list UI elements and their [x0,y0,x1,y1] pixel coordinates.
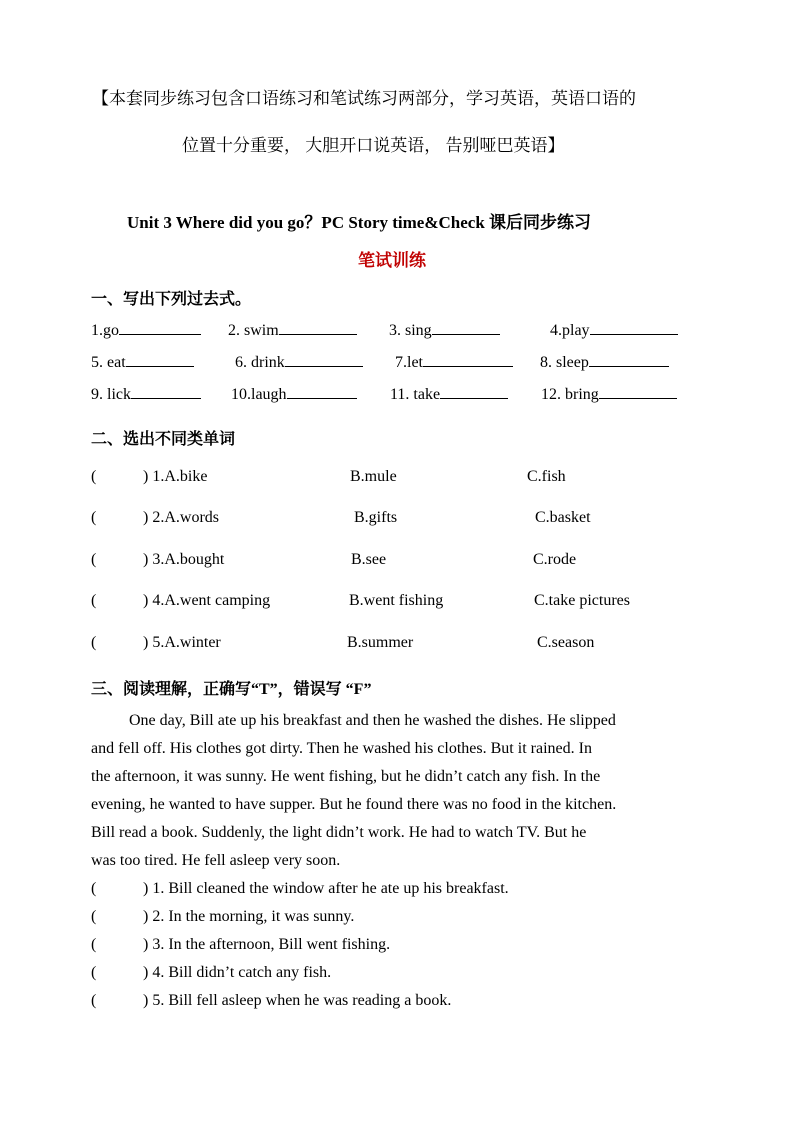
passage-line: evening, he wanted to have supper. But he found there was no food in the kitchen. [91,796,617,813]
intro-line-1: 【本套同步练习包含口语练习和笔试练习两部分，学习英语，英语口语的 [92,89,636,108]
tf-paren[interactable]: ( [91,880,97,897]
question-paren[interactable]: ( [91,551,97,568]
question-option-a: ) 5.A.winter [143,634,221,651]
past-tense-word: 2. swim [228,322,279,339]
question-paren[interactable]: ( [91,509,97,526]
worksheet-title: Unit 3 Where did you go？PC Story time&Check 课后同步练习 [127,213,592,232]
answer-blank[interactable] [126,352,194,367]
passage-line: was too tired. He fell asleep very soon. [91,852,341,869]
tf-paren[interactable]: ( [91,992,97,1009]
question-paren[interactable]: ( [91,634,97,651]
past-tense-item [231,384,357,404]
answer-blank[interactable] [279,320,357,335]
past-tense-word: 11. take [390,386,441,403]
past-tense-item [91,352,194,372]
question-option-a: ) 4.A.went camping [143,592,271,609]
section-2-heading: 二、选出不同类单词 [91,431,236,448]
past-tense-word: 5. eat [91,354,126,371]
question-option-c: C.basket [535,509,591,526]
passage-line: One day, Bill ate up his breakfast and then he washed the dishes. He slipped [129,712,616,729]
past-tense-word: 3. sing [389,322,432,339]
tf-statement: ) 2. In the morning, it was sunny. [143,908,355,925]
question-paren[interactable]: ( [91,592,97,609]
past-tense-word: 8. sleep [540,354,589,371]
past-tense-word: 9. lick [91,386,131,403]
answer-blank[interactable] [119,320,201,335]
passage-line: the afternoon, it was sunny. He went fishing, but he didn’t catch any fish. In the [91,768,601,785]
past-tense-item [389,320,500,340]
past-tense-word: 6. drink [235,354,285,371]
answer-blank[interactable] [287,384,357,399]
past-tense-item [395,352,513,372]
question-option-c: C.fish [527,468,566,485]
past-tense-item [550,320,678,340]
section-3-heading: 三、阅读理解，正确写“T”，错误写 “F” [91,681,372,698]
tf-paren[interactable]: ( [91,908,97,925]
question-option-c: C.rode [533,551,577,568]
question-option-b: B.went fishing [349,592,444,609]
answer-blank[interactable] [599,384,677,399]
past-tense-item [235,352,363,372]
answer-blank[interactable] [285,352,363,367]
worksheet-subtitle: 笔试训练 [358,251,426,270]
question-option-b: B.mule [350,468,397,485]
past-tense-word: 10.laugh [231,386,287,403]
past-tense-word: 4.play [550,322,590,339]
past-tense-word: 1.go [91,322,119,339]
question-paren[interactable]: ( [91,468,97,485]
question-option-a: ) 1.A.bike [143,468,208,485]
question-option-c: C.take pictures [534,592,630,609]
section-1-heading: 一、写出下列过去式。 [91,291,252,308]
tf-statement: ) 5. Bill fell asleep when he was reading a book. [143,992,452,1009]
answer-blank[interactable] [432,320,500,335]
tf-statement: ) 3. In the afternoon, Bill went fishing. [143,936,391,953]
past-tense-item [91,320,201,340]
tf-paren[interactable]: ( [91,936,97,953]
answer-blank[interactable] [590,320,678,335]
answer-blank[interactable] [440,384,508,399]
past-tense-word: 7.let [395,354,423,371]
answer-blank[interactable] [589,352,669,367]
intro-line-2: 位置十分重要， 大胆开口说英语， 告别哑巴英语】 [182,136,565,155]
question-option-b: B.summer [347,634,414,651]
question-option-a: ) 2.A.words [143,509,219,526]
past-tense-word: 12. bring [541,386,599,403]
answer-blank[interactable] [423,352,513,367]
past-tense-item [541,384,677,404]
passage-line: Bill read a book. Suddenly, the light didn’t work. He had to watch TV. But he [91,824,587,841]
answer-blank[interactable] [131,384,201,399]
question-option-b: B.gifts [354,509,398,526]
past-tense-item [390,384,508,404]
question-option-c: C.season [537,634,595,651]
question-option-b: B.see [351,551,387,568]
question-option-a: ) 3.A.bought [143,551,225,568]
past-tense-item [91,384,201,404]
tf-statement: ) 1. Bill cleaned the window after he ate up his breakfast. [143,880,509,897]
passage-line: and fell off. His clothes got dirty. Then he washed his clothes. But it rained. In [91,740,592,757]
tf-paren[interactable]: ( [91,964,97,981]
past-tense-item [540,352,669,372]
tf-statement: ) 4. Bill didn’t catch any fish. [143,964,332,981]
past-tense-item [228,320,357,340]
